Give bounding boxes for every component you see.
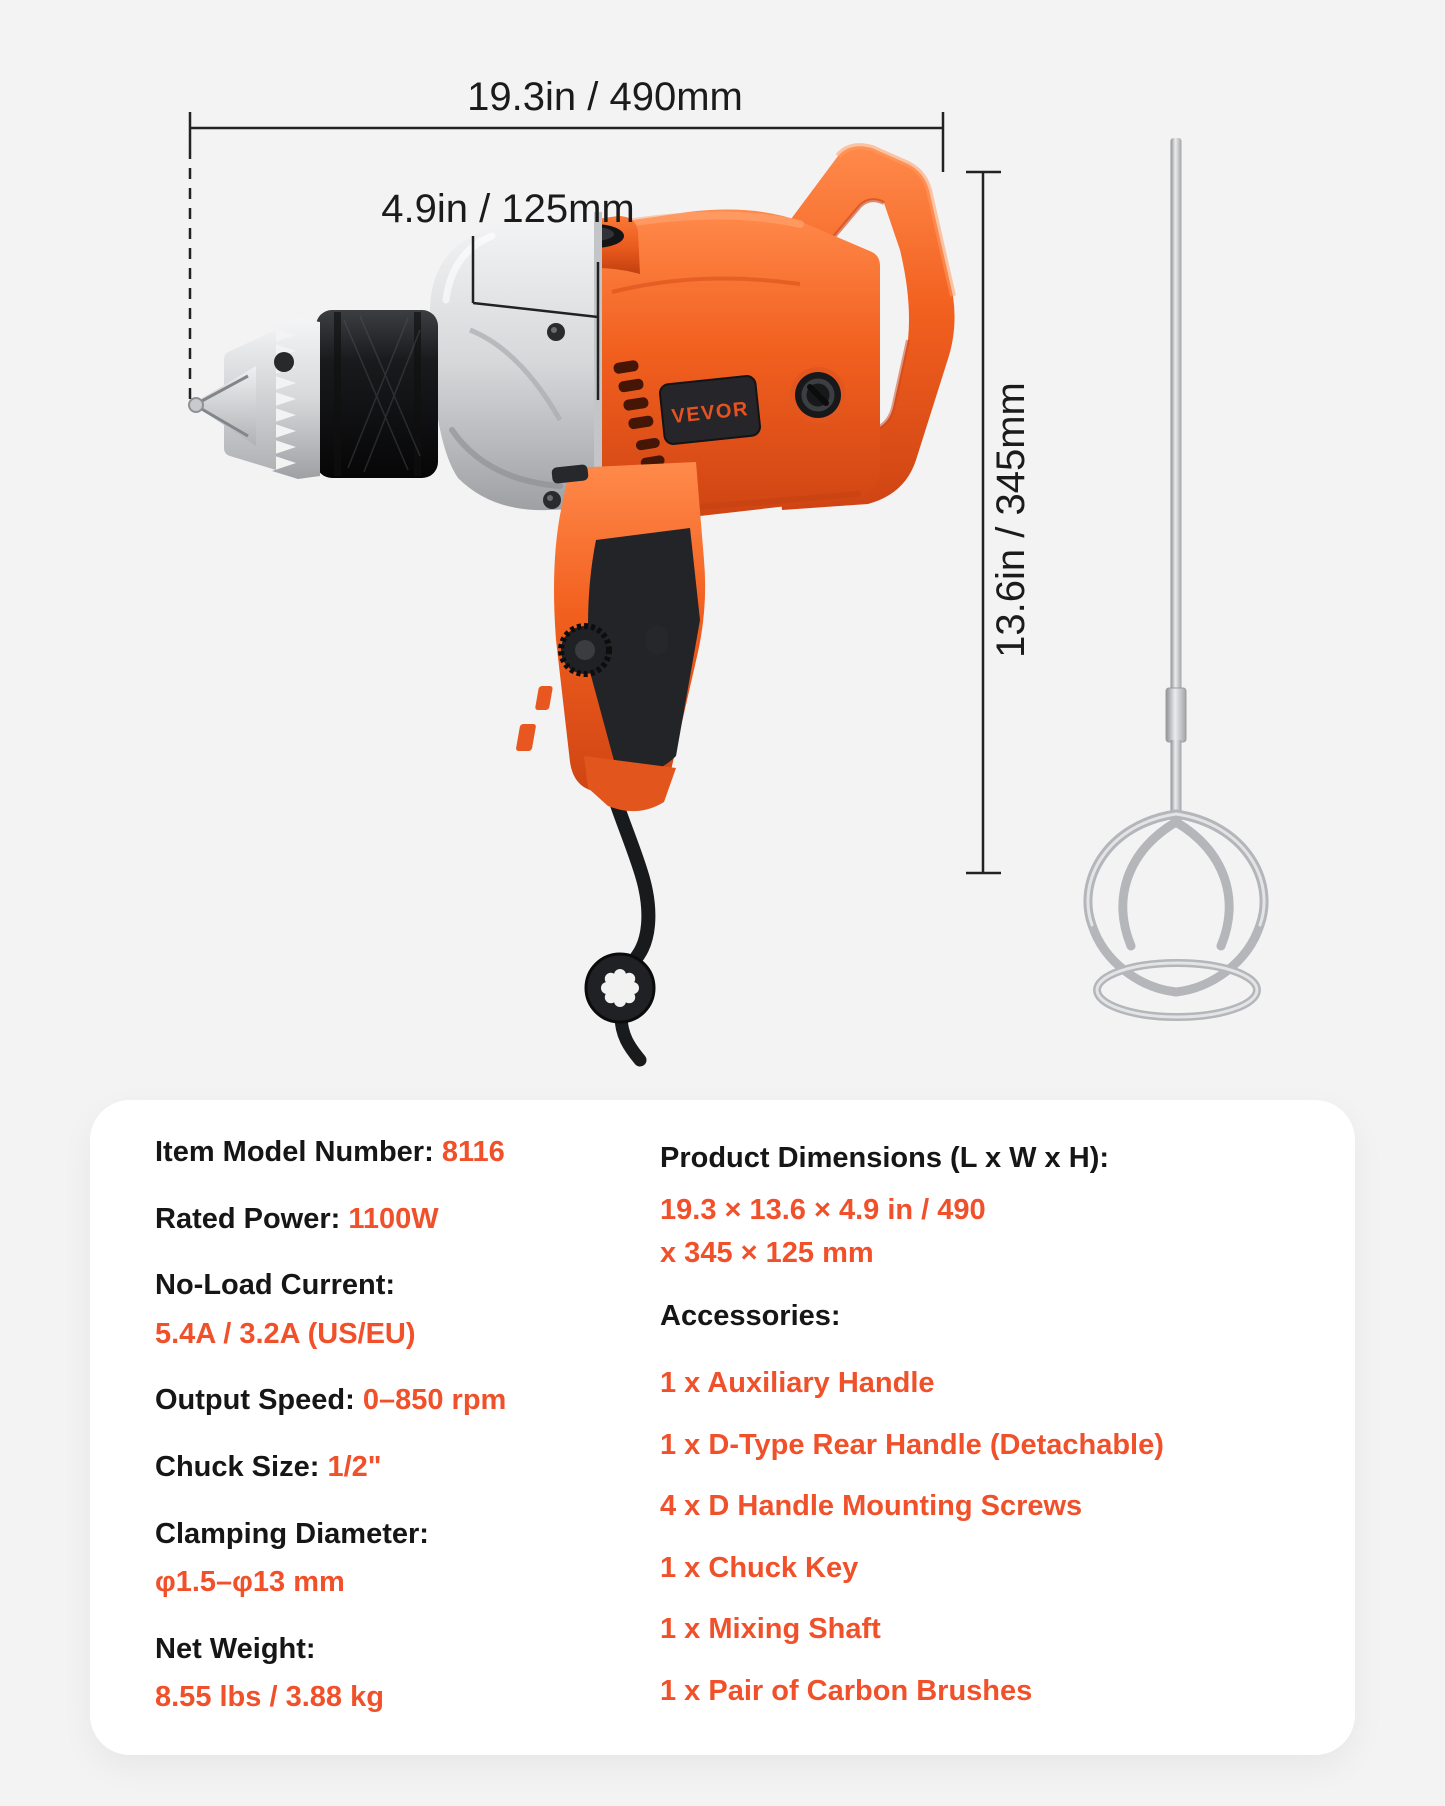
accessory-item: 1 x Chuck Key	[660, 1551, 859, 1584]
spec-label: Rated Power:	[155, 1202, 341, 1235]
spec-rated-power	[155, 1199, 600, 1240]
spec-label: No-Load Current:	[155, 1269, 396, 1302]
spec-net-weight	[155, 1629, 600, 1718]
spec-value: 0–850 rpm	[362, 1384, 507, 1417]
speed-knob	[561, 626, 609, 674]
accessory-item: 1 x Auxiliary Handle	[660, 1367, 935, 1399]
spec-output-speed	[155, 1380, 600, 1421]
spec-value: 8116	[441, 1136, 505, 1168]
brand-logo-text: VEVOR	[670, 397, 751, 428]
spec-value: 1/2"	[327, 1450, 382, 1483]
specs-card	[90, 1100, 1355, 1755]
chuck	[189, 310, 438, 479]
chuck-gear-crown	[272, 318, 320, 479]
spec-label: Clamping Diameter:	[155, 1517, 429, 1550]
product-dimensions-value	[660, 1189, 1310, 1275]
grip-handle	[516, 462, 706, 811]
spec-clamping-diameter	[155, 1514, 600, 1603]
brand-badge	[659, 375, 761, 445]
specs-column-left	[155, 1132, 600, 1744]
product-dimensions-label: Product Dimensions (L x W x H):	[660, 1142, 1110, 1174]
spec-item-model	[155, 1132, 600, 1173]
spec-label: Item Model Number:	[155, 1136, 434, 1168]
height-dimension-label: 13.6in / 345mm	[989, 382, 1033, 658]
lock-button	[645, 625, 669, 655]
accessory-item: 1 x Mixing Shaft	[660, 1613, 881, 1646]
head-width-dimension-label: 4.9in / 125mm	[381, 187, 635, 231]
specs-column-right	[660, 1138, 1310, 1733]
spec-label: Net Weight:	[155, 1632, 316, 1665]
accessories-list	[660, 1363, 1310, 1712]
spec-label: Output Speed:	[155, 1384, 355, 1417]
cord-clip-disc	[586, 954, 654, 1022]
accessories-label: Accessories:	[660, 1300, 841, 1333]
mixing-shaft	[1088, 138, 1264, 1017]
spec-value: 8.55 lbs / 3.88 kg	[155, 1681, 384, 1714]
accessory-item: 1 x D-Type Rear Handle (Detachable)	[660, 1428, 1164, 1461]
spec-value: 1100W	[348, 1202, 439, 1235]
spec-label: Chuck Size:	[155, 1450, 320, 1483]
product-dimensions-line1: 19.3 × 13.6 × 4.9 in / 490	[660, 1193, 986, 1226]
handle-bolt	[790, 367, 846, 423]
spec-chuck-size	[155, 1447, 600, 1488]
accessory-item: 1 x Pair of Carbon Brushes	[660, 1674, 1033, 1707]
spec-no-load-current	[155, 1265, 600, 1354]
spec-value: φ1.5–φ13 mm	[155, 1566, 345, 1599]
length-dimension-label: 19.3in / 490mm	[467, 75, 743, 119]
accessory-item: 4 x D Handle Mounting Screws	[660, 1490, 1083, 1523]
spec-value: 5.4A / 3.2A (US/EU)	[155, 1317, 416, 1350]
product-dimensions-line2: x 345 × 125 mm	[660, 1236, 874, 1269]
